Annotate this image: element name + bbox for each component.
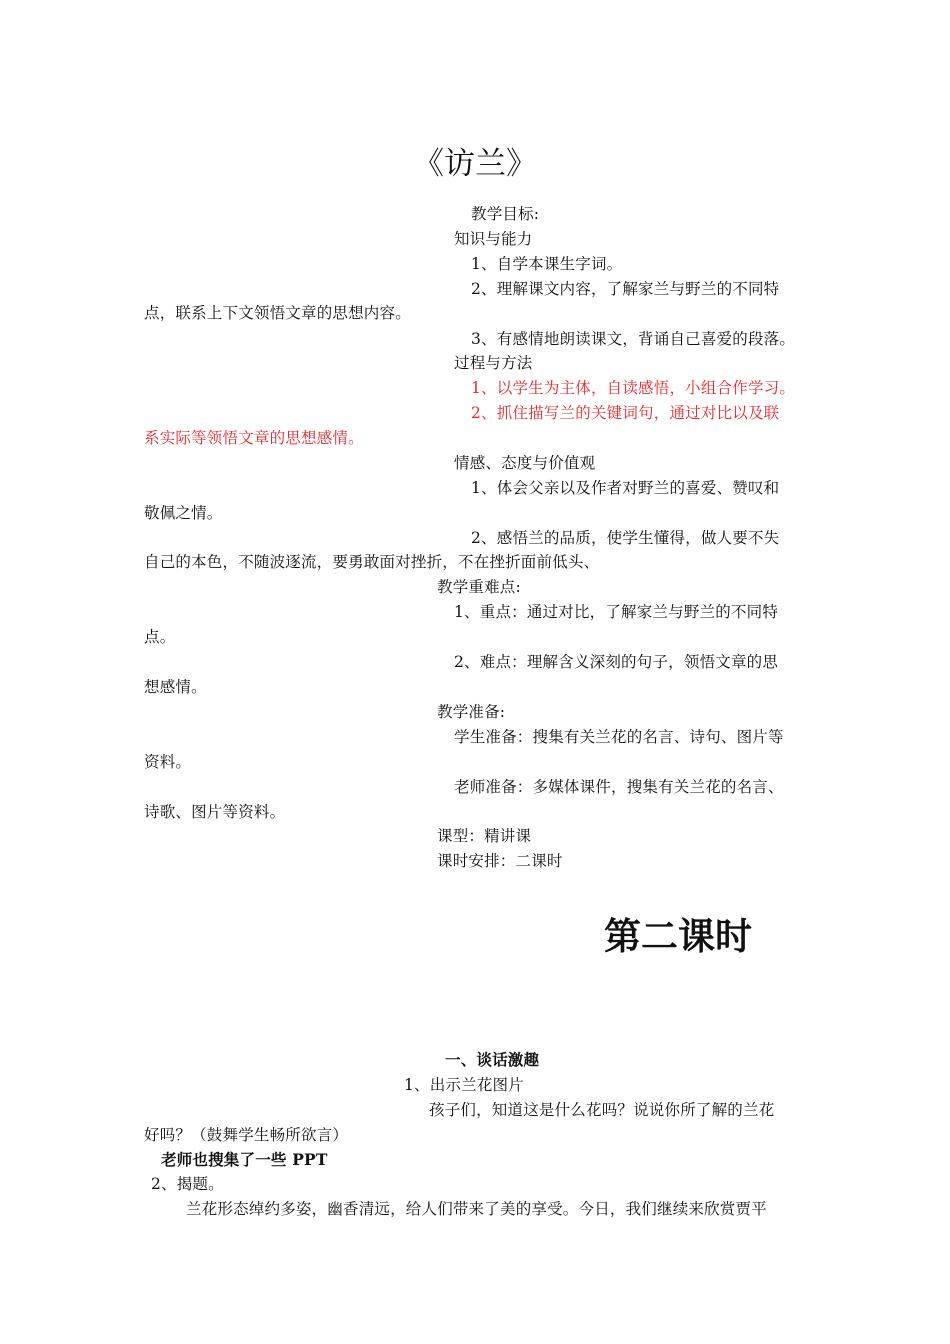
key-point-1-line-1: 1、重点：通过对比，了解家兰与野兰的不同特 <box>454 603 779 621</box>
part-1-heading: 一、谈话激趣 <box>445 1050 540 1069</box>
knowledge-heading: 知识与能力 <box>454 230 533 248</box>
process-heading: 过程与方法 <box>454 354 533 372</box>
process-item-2-line-1: 2、抓住描写兰的关键词句，通过对比以及联 <box>471 404 780 422</box>
knowledge-item-2-line-2: 点，联系上下文领悟文章的思想内容。 <box>144 304 411 322</box>
part-1-step-2: 2、揭题。 <box>151 1175 224 1193</box>
part-1-step-1-text-line-2: 好吗？（鼓舞学生畅所欲言） <box>144 1126 349 1144</box>
emotion-item-2-line-1: 2、感悟兰的品质，使学生懂得，做人要不失 <box>471 529 780 547</box>
process-item-2-line-2: 系实际等领悟文章的思想感情。 <box>144 429 364 447</box>
knowledge-item-2-line-1: 2、理解课文内容，了解家兰与野兰的不同特 <box>471 280 780 298</box>
key-points-heading: 教学重难点: <box>437 578 521 596</box>
student-prep-line-2: 资料。 <box>144 753 192 771</box>
document-title: 《访兰》 <box>413 146 537 182</box>
lesson-schedule: 课时安排：二课时 <box>437 852 563 870</box>
lesson-type: 课型：精讲课 <box>437 827 532 845</box>
part-1-step-1-text-line-1: 孩子们，知道这是什么花吗？说说你所了解的兰花 <box>429 1101 775 1119</box>
student-prep-line-1: 学生准备：搜集有关兰花的名言、诗句、图片等 <box>454 728 784 746</box>
knowledge-item-3: 3、有感情地朗读课文，背诵自己喜爱的段落。 <box>471 330 796 348</box>
emotion-item-1-line-2: 敬佩之情。 <box>144 504 223 522</box>
objectives-heading: 教学目标: <box>471 205 540 223</box>
preparation-heading: 教学准备: <box>437 703 506 721</box>
knowledge-item-1: 1、自学本课生字词。 <box>471 255 623 273</box>
section-title: 第二课时 <box>604 914 752 958</box>
process-item-1: 1、以学生为主体，自读感悟，小组合作学习。 <box>471 379 796 397</box>
teacher-prep-line-2: 诗歌、图片等资料。 <box>144 803 286 821</box>
emotion-heading: 情感、态度与价值观 <box>454 454 596 472</box>
emotion-item-1-line-1: 1、体会父亲以及作者对野兰的喜爱、赞叹和 <box>471 479 780 497</box>
part-1-step-1: 1、出示兰花图片 <box>404 1076 524 1094</box>
teacher-note: 老师也搜集了一些 PPT <box>161 1150 328 1169</box>
teacher-prep-line-1: 老师准备：多媒体课件，搜集有关兰花的名言、 <box>454 778 784 796</box>
key-point-2-line-2: 想感情。 <box>144 678 207 696</box>
emotion-item-2-line-2: 自己的本色，不随波逐流，要勇敢面对挫折，不在挫折面前低头、 <box>144 553 600 571</box>
key-point-1-line-2: 点。 <box>144 628 176 646</box>
key-point-2-line-1: 2、难点：理解含义深刻的句子，领悟文章的思 <box>454 653 779 671</box>
part-1-step-2-text: 兰花形态绰约多姿，幽香清远，给人们带来了美的享受。今日，我们继续来欣赏贾平 <box>186 1200 767 1218</box>
